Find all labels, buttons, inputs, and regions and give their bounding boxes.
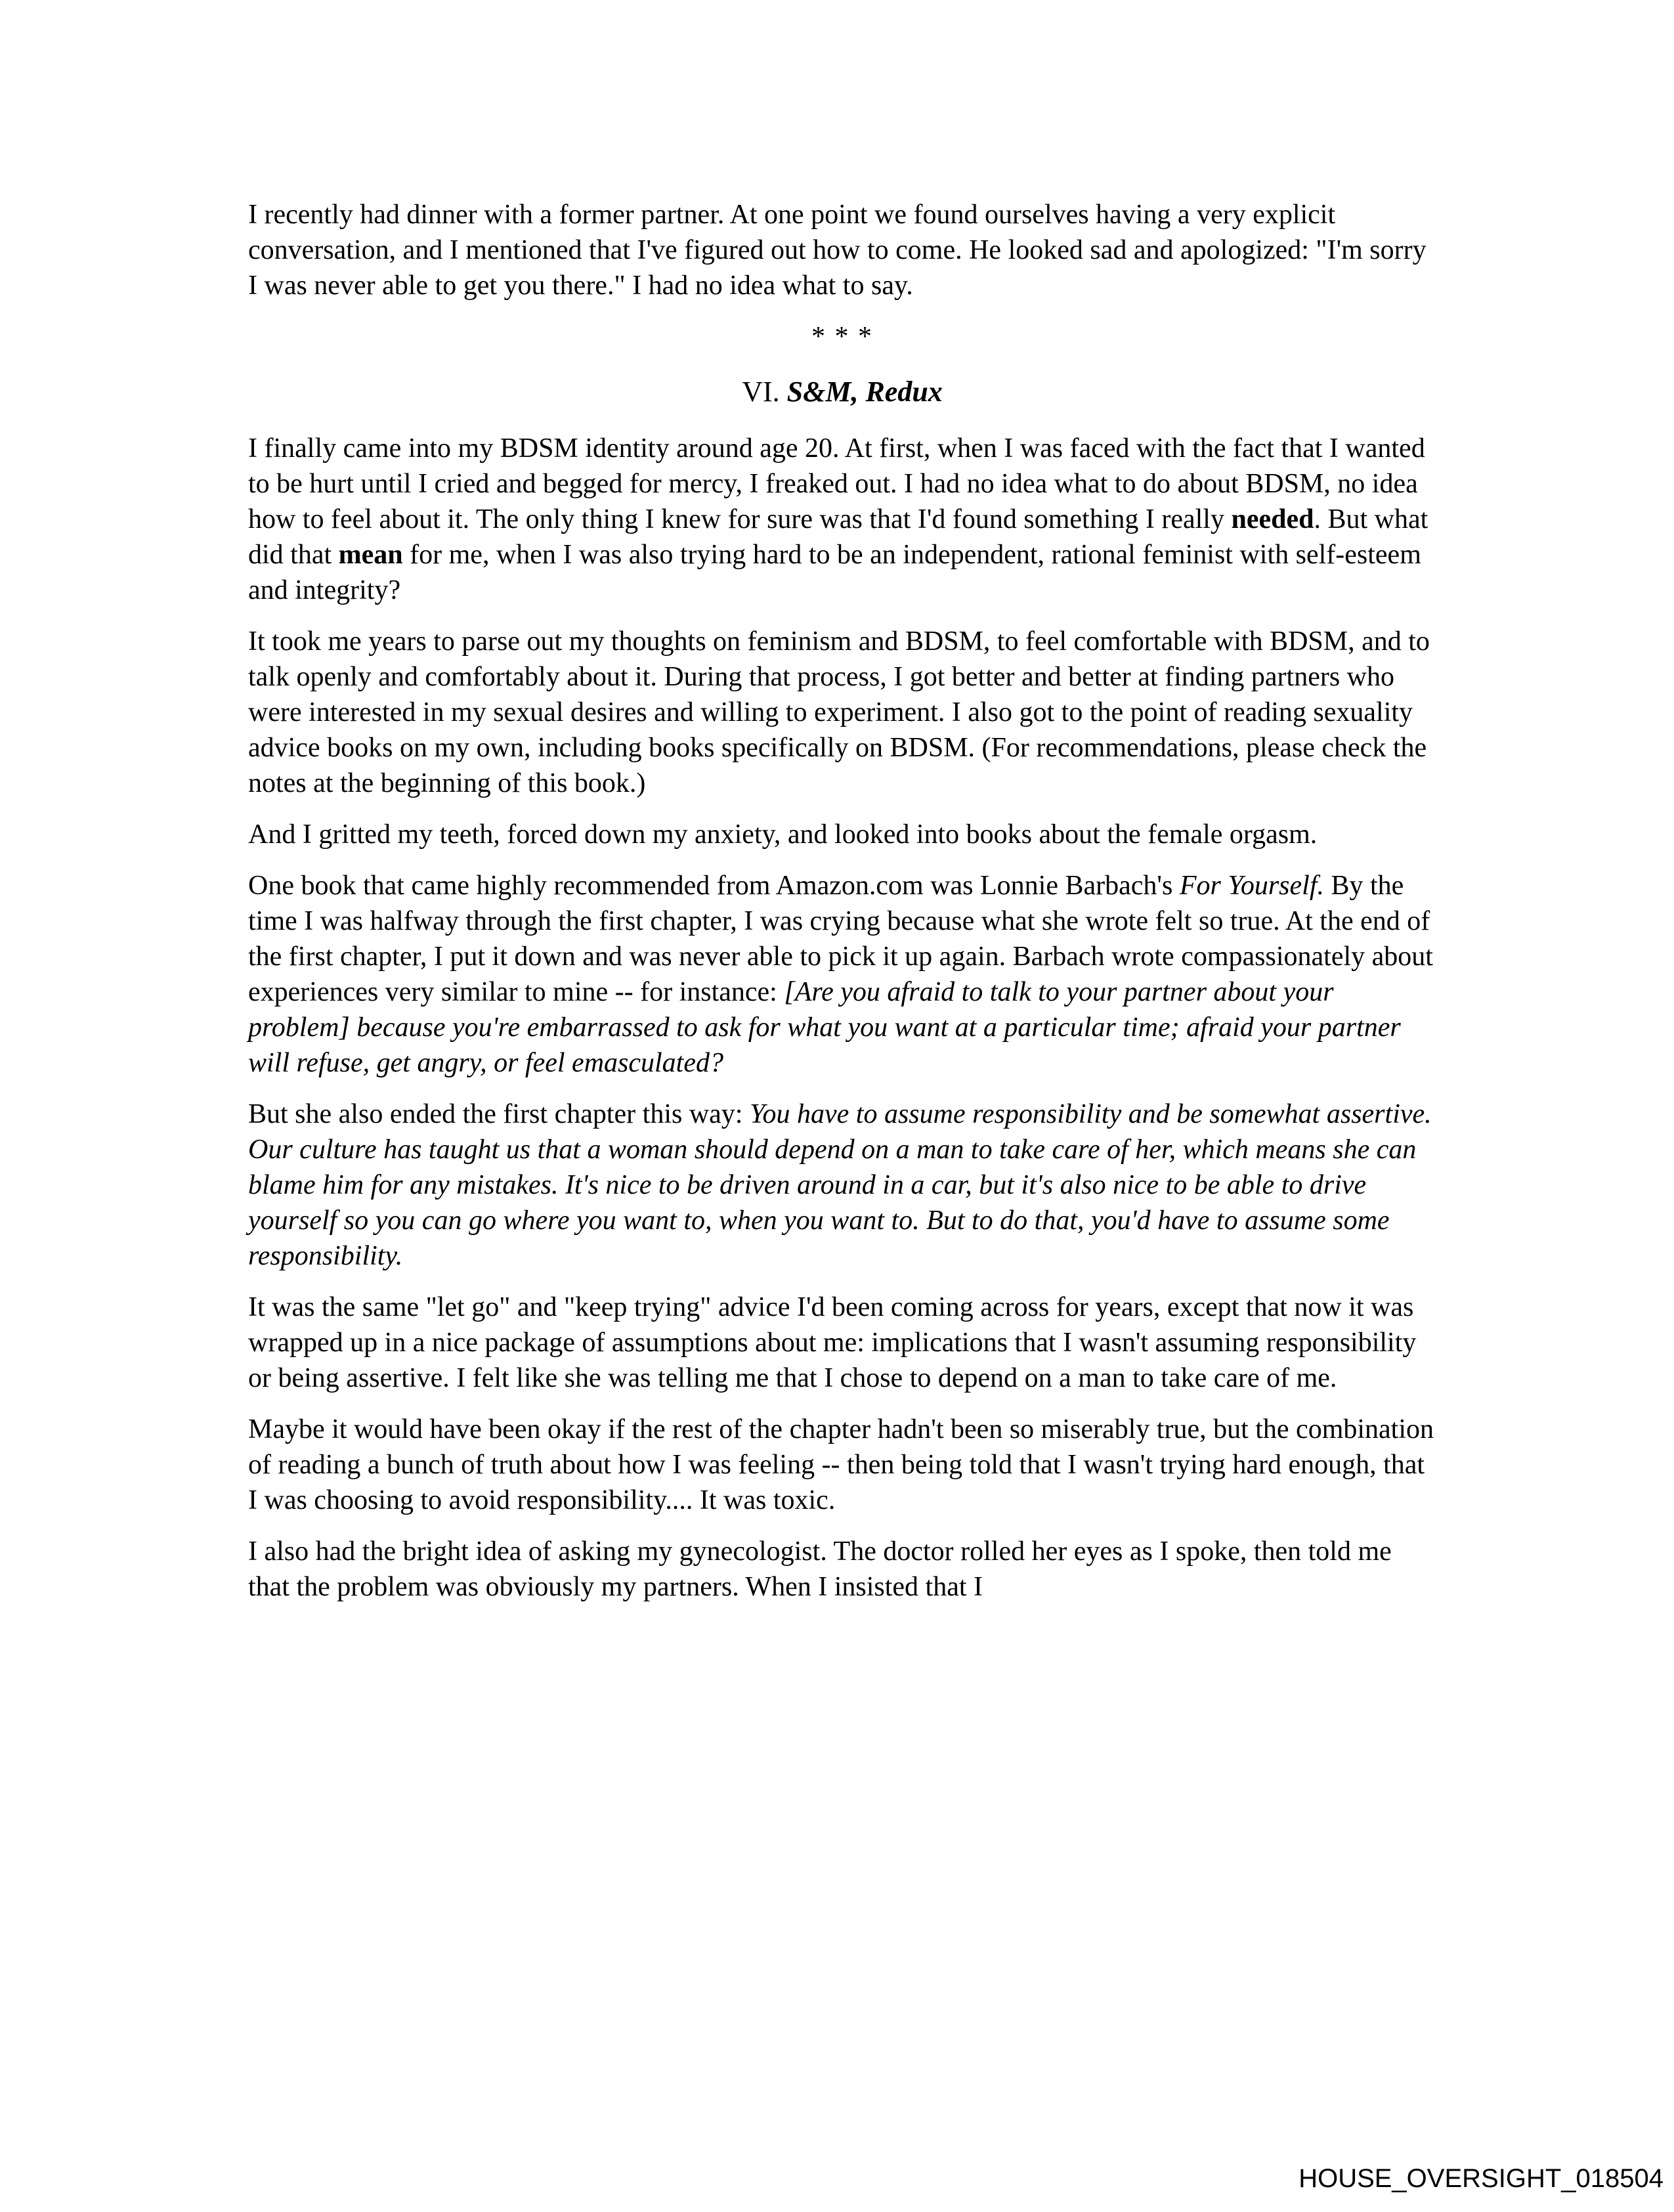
text-run: * * *	[811, 322, 873, 352]
text-run: One book that came highly recommended from Amazon.com was Lonnie Barbach's	[248, 871, 1180, 901]
paragraph	[248, 624, 1436, 801]
text-run: I also had the bright idea of asking my gynecologist. The doctor rolled her eyes as I spoke, then told me that the problem was obviously my partners. When I insisted that I	[248, 1536, 1392, 1602]
text-run: But she also ended the first chapter this way:	[248, 1099, 750, 1129]
text-run: VI.	[742, 376, 787, 408]
text-run: Maybe it would have been okay if the rest of the chapter hadn't been so miserably true, but the combination of reading a bunch of truth about how I was feeling -- then being told that I wasn't trying hard enough, that I was choosing to avoid responsibility.... It was toxic.	[248, 1414, 1434, 1515]
text-run: I finally came into my BDSM identity around age 20. At first, when I was faced with the fact that I wanted to be hurt until I cried and begged for mercy, I freaked out. I had no idea what to do about BDSM, no idea how to feel about it. The only thing I knew for sure was that I'd found something I really	[248, 433, 1425, 534]
text-run: For Yourself.	[1179, 871, 1324, 901]
paragraph	[248, 868, 1436, 1081]
text-run: [Are you afraid to talk to your partner about your problem] because you're embarrassed to ask for what you want at a particular time; afraid your partner will refuse, get angry, or feel emasculated?	[248, 977, 1401, 1078]
paragraph	[248, 431, 1436, 608]
text-run: It took me years to parse out my thoughts on feminism and BDSM, to feel comfortable with BDSM, and to talk openly and comfortably about it. During that process, I got better and better at finding partners who were interested in my sexual desires and willing to experiment. I also got to the point of reading sexuality advice books on my own, including books specifically on BDSM. (For recommendations, please check the notes at the beginning of this book.)	[248, 626, 1430, 798]
paragraph	[248, 1534, 1436, 1605]
text-run: By the time I was halfway through the first chapter, I was crying because what she wrote felt so true. At the end of the first chapter, I put it down and was never able to pick it up again. Barbach wrote compassionately about experiences very similar to mine -- for instance:	[248, 871, 1433, 1007]
text-run: for me, when I was also trying hard to be an independent, rational feminist with self-esteem and integrity?	[248, 540, 1421, 605]
document-content	[248, 197, 1436, 1620]
bates-number: HOUSE_OVERSIGHT_018504	[1298, 2164, 1663, 2193]
text-run: I recently had dinner with a former partner. At one point we found ourselves having a very explicit conversation, and I mentioned that I've figured out how to come. He looked sad and apologized: "I'm sorry I was never able to get you there." I had no idea what to say.	[248, 200, 1427, 301]
paragraph	[248, 1096, 1436, 1274]
section-heading	[248, 374, 1436, 410]
paragraph	[248, 1290, 1436, 1396]
paragraph	[248, 1412, 1436, 1518]
paragraph	[248, 817, 1436, 852]
paragraph	[248, 197, 1436, 303]
text-run: S&M, Redux	[786, 376, 943, 408]
text-run: You have to assume responsibility and be somewhat assertive. Our culture has taught us that a woman should depend on a man to take care of her, which means she can blame him for any mistakes. It's nice to be driven around in a car, but it's also nice to be able to drive yourself so you can go where you want to, when you want to. But to do that, you'd have to assume some responsibility.	[248, 1099, 1432, 1271]
text-run: mean	[338, 540, 403, 570]
text-run: needed	[1231, 504, 1314, 534]
text-run: . But what did that	[248, 504, 1428, 570]
text-run: It was the same "let go" and "keep trying" advice I'd been coming across for years, except that now it was wrapped up in a nice package of assumptions about me: implications that I wasn't assuming responsibility or being assertive. I felt like she was telling me that I chose to depend on a man to take care of me.	[248, 1292, 1417, 1393]
text-run: And I gritted my teeth, forced down my anxiety, and looked into books about the female orgasm.	[248, 819, 1318, 850]
section-separator	[248, 319, 1436, 355]
